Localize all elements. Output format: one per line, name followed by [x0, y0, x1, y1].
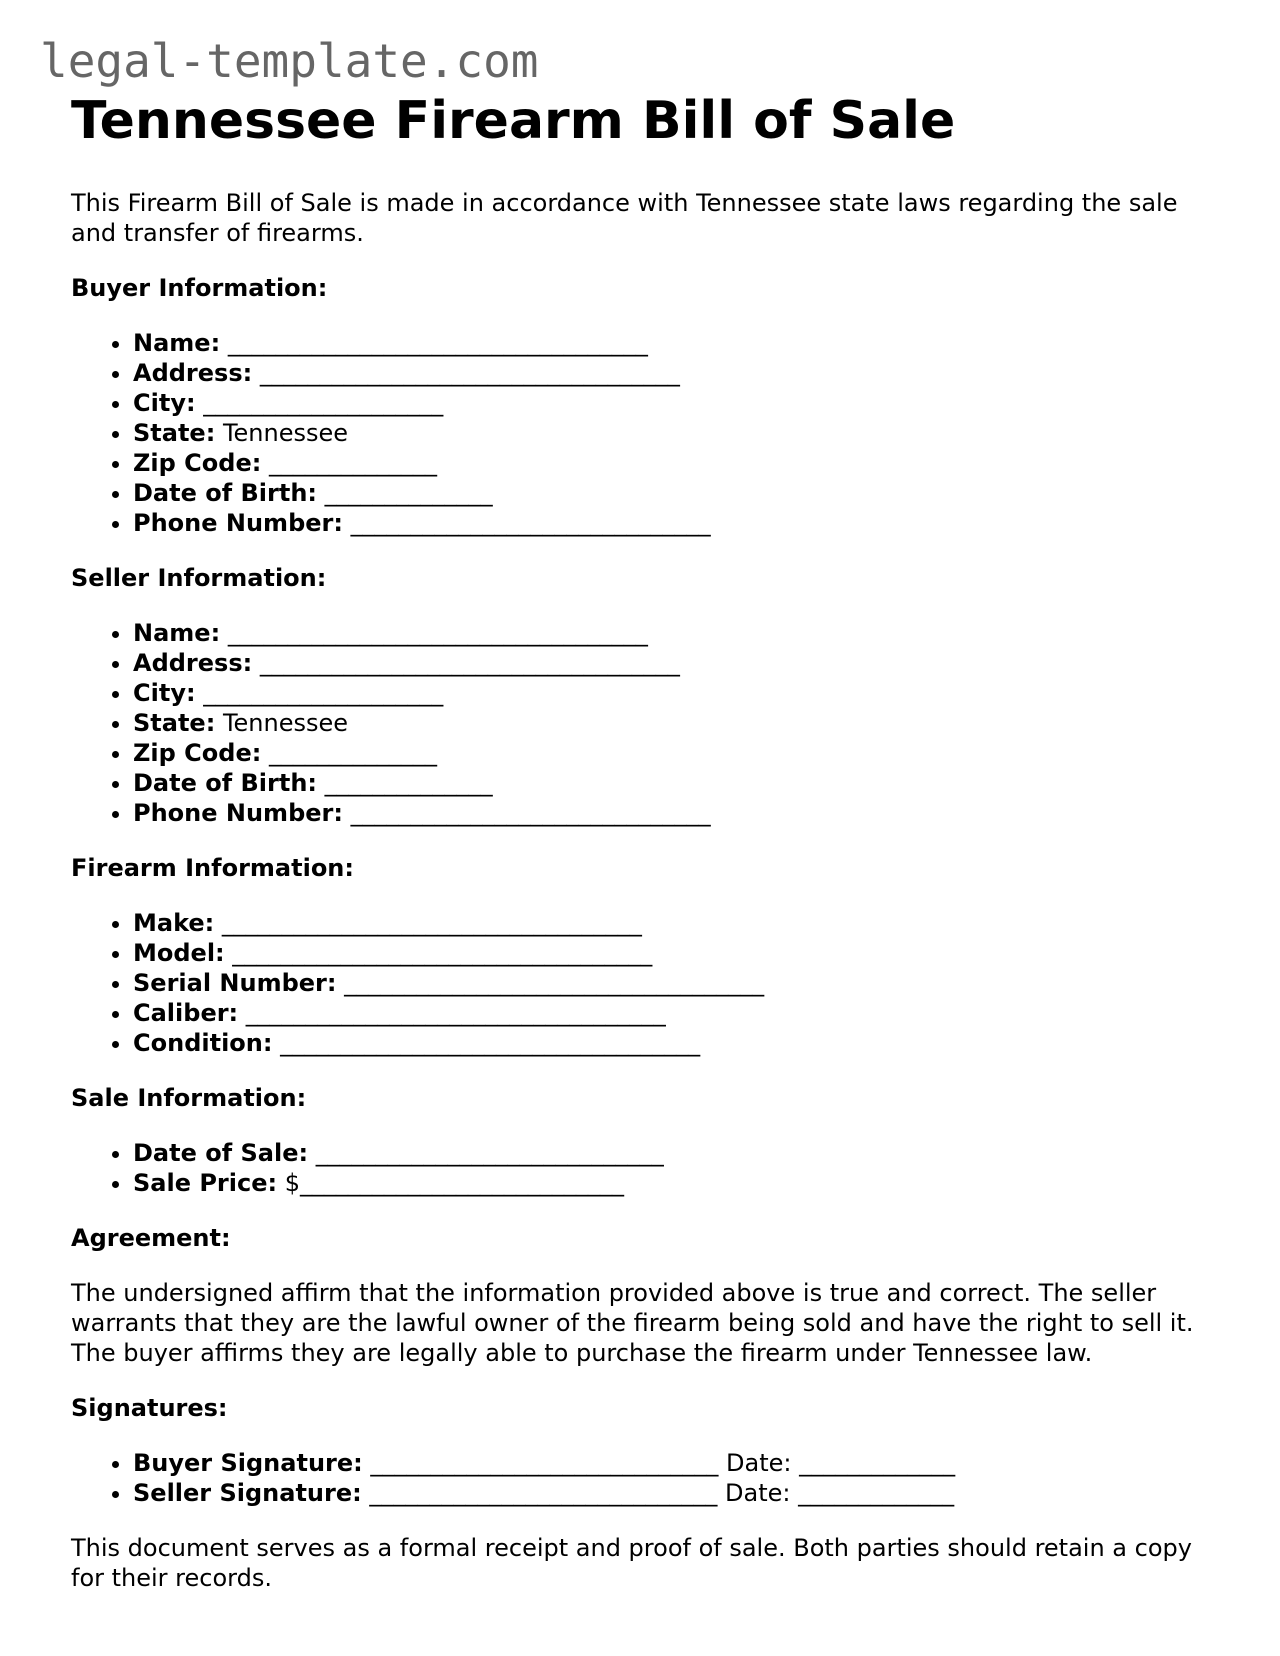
field-value: Tennessee: [222, 708, 349, 737]
field-value: ___________________________________: [245, 998, 666, 1027]
buyer-phone-field[interactable]: [133, 508, 1221, 538]
seller-state-field: [133, 708, 1221, 738]
agreement-paragraph: The undersigned affirm that the information provided above is true and correct. The seller warrants that they are the lawful owner of the firearm being sold and have the right to sell it. The buyer affirms they are legally able to purchase the firearm under Tennessee law.: [71, 1278, 1194, 1367]
field-value: ______________________________: [350, 508, 711, 537]
field-value: $___________________________: [284, 1168, 625, 1197]
seller-signature-field[interactable]: [133, 1478, 1221, 1508]
field-label: Address:: [133, 648, 253, 677]
seller-zip-field[interactable]: [133, 738, 1221, 768]
seller-section-heading: Seller Information:: [71, 563, 327, 592]
field-value: ______________: [324, 768, 493, 797]
field-label: Address:: [133, 358, 253, 387]
seller-phone-field[interactable]: [133, 798, 1221, 828]
buyer-city-field[interactable]: [133, 388, 1221, 418]
seller-dob-field[interactable]: [133, 768, 1221, 798]
field-label: Date of Sale:: [133, 1138, 309, 1167]
field-label: Zip Code:: [133, 448, 262, 477]
firearm-field-list: [71, 908, 1221, 1058]
field-label: Date of Birth:: [133, 768, 318, 797]
field-value: ___________________________________: [280, 1028, 701, 1057]
sale-section-heading: Sale Information:: [71, 1083, 307, 1112]
field-label: Sale Price:: [133, 1168, 278, 1197]
field-value: _____________________________ Date: _____________: [369, 1478, 955, 1507]
field-value: _____________________________ Date: _____________: [370, 1448, 956, 1477]
field-value: ____________________: [203, 388, 444, 417]
closing-paragraph: This document serves as a formal receipt and proof of sale. Both parties should retain a copy for their records.: [71, 1533, 1192, 1592]
field-value: ____________________: [203, 678, 444, 707]
field-value: ___________________________________: [344, 968, 765, 997]
buyer-section-heading: Buyer Information:: [71, 273, 328, 302]
page-title: Tennessee Firearm Bill of Sale: [71, 91, 956, 151]
firearm-model-field[interactable]: [133, 938, 1221, 968]
field-label: City:: [133, 678, 196, 707]
field-value: Tennessee: [222, 418, 349, 447]
field-label: Condition:: [133, 1028, 273, 1057]
sale-date-field[interactable]: [133, 1138, 1221, 1168]
field-value: _____________________________: [315, 1138, 664, 1167]
firearm-condition-field[interactable]: [133, 1028, 1221, 1058]
seller-field-list: [71, 618, 1221, 828]
signatures-section-heading: Signatures:: [71, 1393, 228, 1422]
field-label: State:: [133, 708, 216, 737]
buyer-signature-field[interactable]: [133, 1448, 1221, 1478]
agreement-section-heading: Agreement:: [71, 1223, 231, 1252]
field-label: State:: [133, 418, 216, 447]
field-value: ___________________________________: [227, 618, 648, 647]
field-value: ___________________________________: [259, 648, 680, 677]
field-label: Model:: [133, 938, 225, 967]
buyer-field-list: [71, 328, 1221, 538]
firearm-serial-field[interactable]: [133, 968, 1221, 998]
field-value: ______________________________: [350, 798, 711, 827]
field-label: Name:: [133, 328, 221, 357]
field-label: Serial Number:: [133, 968, 337, 997]
field-label: Name:: [133, 618, 221, 647]
seller-address-field[interactable]: [133, 648, 1221, 678]
intro-paragraph: This Firearm Bill of Sale is made in accordance with Tennessee state laws regarding the sale and transfer of firearms.: [71, 188, 1178, 247]
firearm-make-field[interactable]: [133, 908, 1221, 938]
document-body: [71, 92, 1221, 1593]
field-label: Phone Number:: [133, 798, 343, 827]
sale-price-field[interactable]: [133, 1168, 1221, 1198]
field-label: Seller Signature:: [133, 1478, 362, 1507]
seller-city-field[interactable]: [133, 678, 1221, 708]
field-label: Caliber:: [133, 998, 239, 1027]
buyer-zip-field[interactable]: [133, 448, 1221, 478]
field-label: Make:: [133, 908, 215, 937]
firearm-section-heading: Firearm Information:: [71, 853, 354, 882]
buyer-address-field[interactable]: [133, 358, 1221, 388]
field-value: ___________________________________: [259, 358, 680, 387]
field-value: ______________: [268, 738, 437, 767]
field-label: Buyer Signature:: [133, 1448, 363, 1477]
field-label: City:: [133, 388, 196, 417]
field-value: ______________: [268, 448, 437, 477]
signature-field-list: [71, 1448, 1221, 1508]
field-label: Zip Code:: [133, 738, 262, 767]
buyer-state-field: [133, 418, 1221, 448]
field-value: ___________________________________: [227, 328, 648, 357]
buyer-name-field[interactable]: [133, 328, 1221, 358]
sale-field-list: [71, 1138, 1221, 1198]
field-label: Date of Birth:: [133, 478, 318, 507]
watermark-logo: legal-template.com: [40, 34, 539, 88]
field-value: ______________: [324, 478, 493, 507]
firearm-caliber-field[interactable]: [133, 998, 1221, 1028]
field-label: Phone Number:: [133, 508, 343, 537]
seller-name-field[interactable]: [133, 618, 1221, 648]
buyer-dob-field[interactable]: [133, 478, 1221, 508]
field-value: ___________________________________: [221, 908, 642, 937]
field-value: ___________________________________: [232, 938, 653, 967]
